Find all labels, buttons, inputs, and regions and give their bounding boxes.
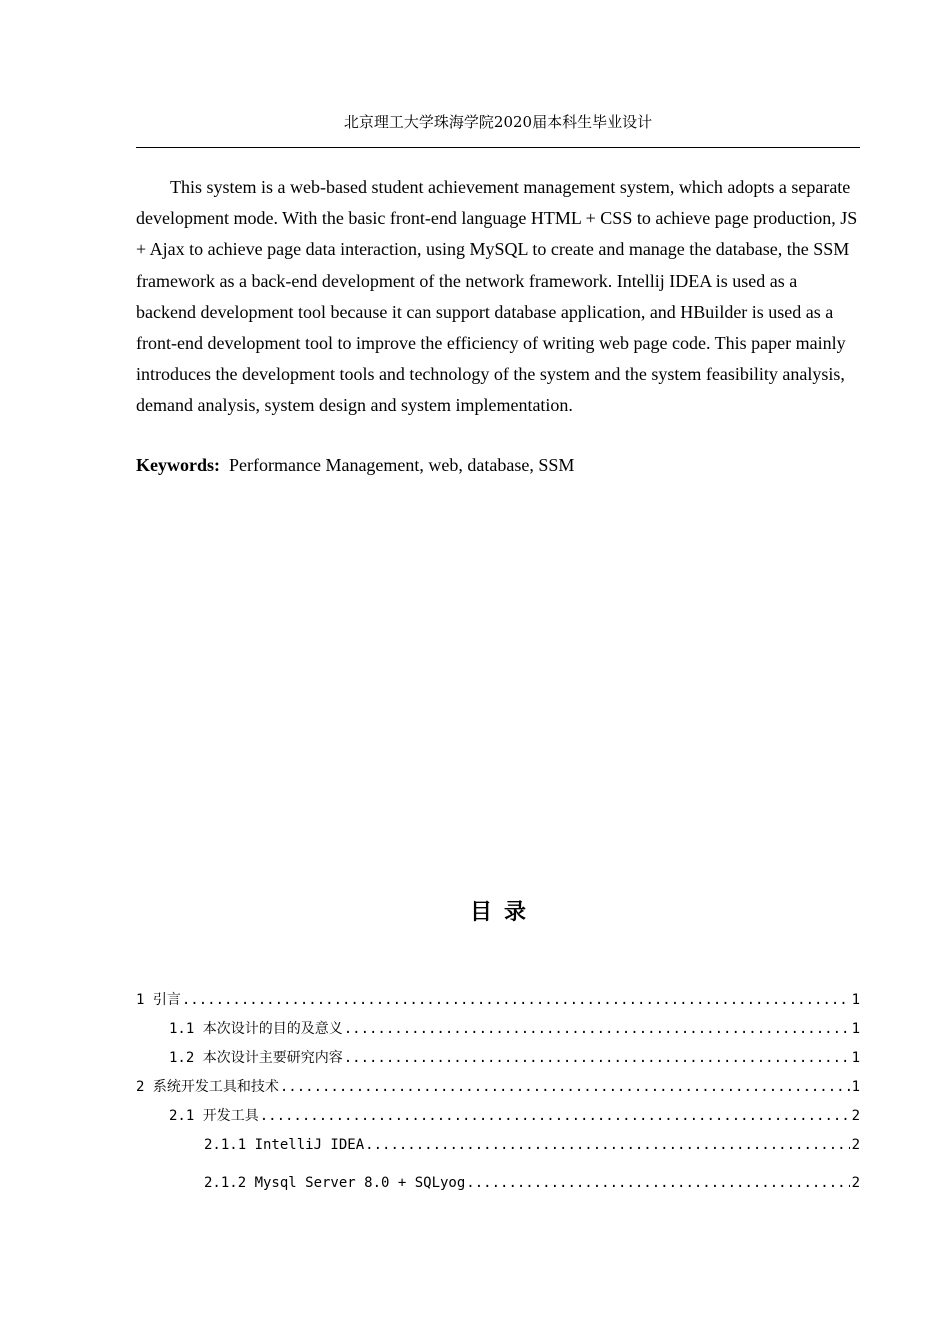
toc-leader-dots <box>365 1135 849 1155</box>
toc-entry[interactable] <box>136 1077 860 1097</box>
toc-entry-page: 1 <box>851 992 860 1008</box>
toc-entry-page: 1 <box>851 1050 860 1066</box>
toc-leader-dots <box>466 1173 849 1193</box>
toc-entry-label: 2 系统开发工具和技术 <box>136 1079 279 1095</box>
toc-entry[interactable] <box>136 1173 860 1193</box>
toc-entry[interactable] <box>136 1106 860 1126</box>
toc-entry-page: 2 <box>851 1175 860 1191</box>
toc-entry-page: 1 <box>851 1021 860 1037</box>
toc-entry-label: 1 引言 <box>136 992 181 1008</box>
toc-leader-dots <box>344 1019 850 1039</box>
page-header: 北京理工大学珠海学院2020届本科生毕业设计 <box>343 113 653 131</box>
toc-entry-label: 1.1 本次设计的目的及意义 <box>169 1021 343 1037</box>
toc-entry-label: 2.1 开发工具 <box>169 1108 259 1124</box>
toc-entry-page: 1 <box>851 1079 860 1095</box>
toc-title: 目录 <box>469 900 538 925</box>
table-of-contents <box>136 0 860 1344</box>
toc-entry[interactable] <box>136 1019 860 1039</box>
toc-entry[interactable] <box>136 990 860 1010</box>
toc-entry-page: 2 <box>851 1108 860 1124</box>
toc-entry-label: 1.2 本次设计主要研究内容 <box>169 1050 343 1066</box>
toc-entry-page: 2 <box>851 1137 860 1153</box>
abstract-body: This system is a web-based student achievement management system, which adopts a separate development mode. With the basic front-end language HTML + CSS to achieve page production, JS + Ajax to achieve page data interaction, using MySQL to create and manage the database, the SSM framework as a back-end development of the network framework. Intellij IDEA is used as a backend development tool because it can support database application, and HBuilder is used as a front-end development tool to improve the efficiency of writing web page code. This paper mainly introduces the development tools and technology of the system and the system feasibility analysis, demand analysis, system design and system implementation. <box>136 177 858 416</box>
keywords-label: Keywords: <box>136 455 220 475</box>
toc-entry-label: 2.1.2 Mysql Server 8.0 + SQLyog <box>204 1175 466 1191</box>
toc-entry[interactable] <box>136 1048 860 1068</box>
toc-leader-dots <box>182 990 850 1010</box>
toc-leader-dots <box>260 1106 850 1126</box>
toc-entry-label: 2.1.1 IntelliJ IDEA <box>204 1137 365 1153</box>
toc-entry[interactable] <box>136 1135 860 1155</box>
keywords-value: Performance Management, web, database, SSM <box>229 455 575 475</box>
toc-leader-dots <box>280 1077 850 1097</box>
toc-leader-dots <box>344 1048 850 1068</box>
